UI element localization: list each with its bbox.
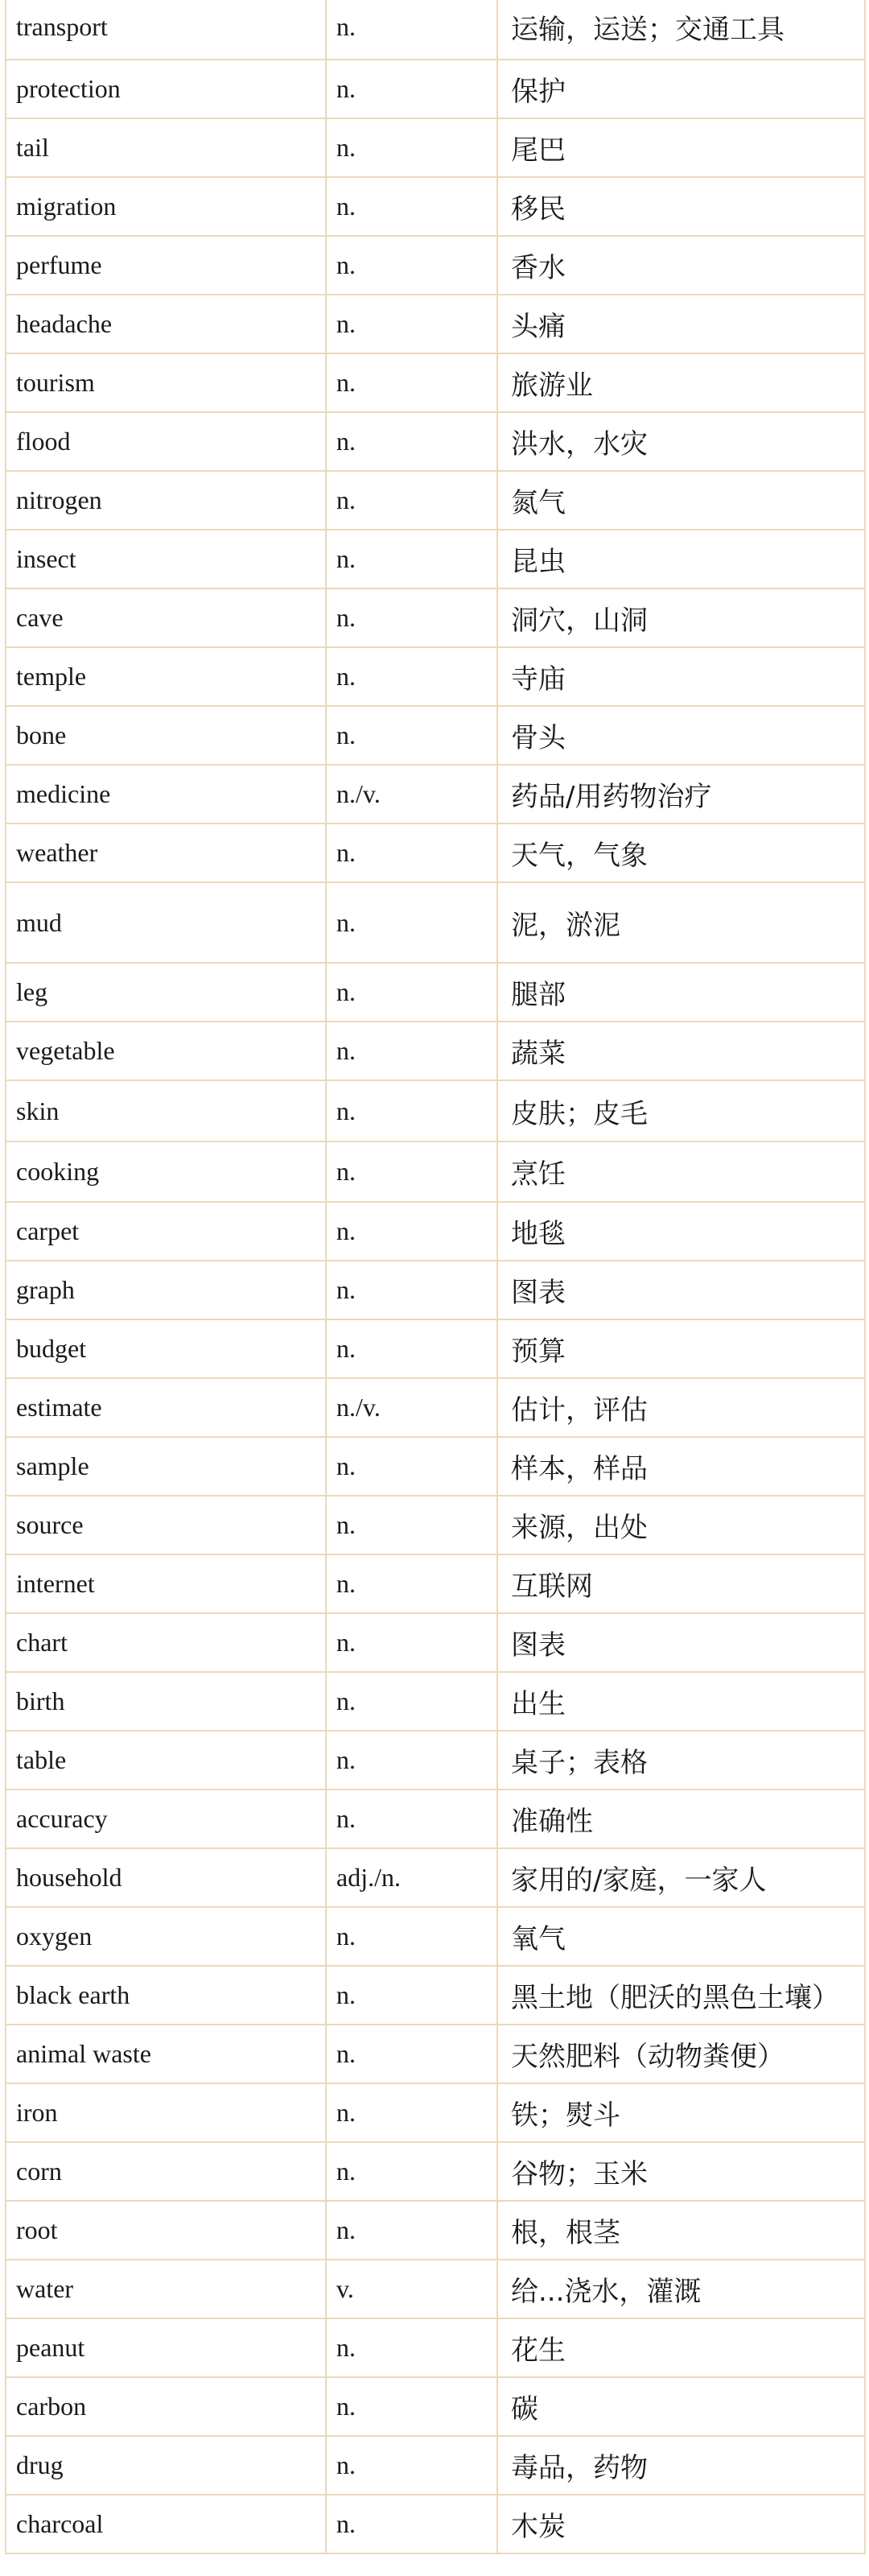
word-cell: budget bbox=[6, 1319, 326, 1378]
part-of-speech-cell: n. bbox=[326, 2142, 497, 2201]
meaning-cell: 腿部 bbox=[497, 963, 865, 1022]
meaning-cell: 保护 bbox=[497, 60, 865, 118]
meaning-cell: 铁；熨斗 bbox=[497, 2083, 865, 2142]
word-cell: source bbox=[6, 1496, 326, 1554]
word-cell: root bbox=[6, 2201, 326, 2260]
table-row bbox=[6, 2083, 865, 2142]
part-of-speech-cell: n. bbox=[326, 882, 497, 963]
table-row bbox=[6, 1848, 865, 1907]
word-cell: estimate bbox=[6, 1378, 326, 1437]
word-cell: black earth bbox=[6, 1966, 326, 2025]
table-row bbox=[6, 1437, 865, 1496]
table-row bbox=[6, 1496, 865, 1554]
meaning-cell: 氮气 bbox=[497, 471, 865, 530]
table-row bbox=[6, 295, 865, 353]
part-of-speech-cell: n. bbox=[326, 588, 497, 647]
word-cell: birth bbox=[6, 1672, 326, 1731]
meaning-cell: 天气，气象 bbox=[497, 824, 865, 882]
word-cell: migration bbox=[6, 177, 326, 236]
meaning-cell: 移民 bbox=[497, 177, 865, 236]
part-of-speech-cell: n. bbox=[326, 0, 497, 60]
table-row bbox=[6, 2142, 865, 2201]
part-of-speech-cell: n. bbox=[326, 1731, 497, 1790]
table-row bbox=[6, 647, 865, 706]
part-of-speech-cell: v. bbox=[326, 2260, 497, 2318]
part-of-speech-cell: n. bbox=[326, 2025, 497, 2083]
table-row bbox=[6, 765, 865, 824]
word-cell: internet bbox=[6, 1554, 326, 1613]
table-row bbox=[6, 1261, 865, 1319]
word-cell: chart bbox=[6, 1613, 326, 1672]
part-of-speech-cell: n. bbox=[326, 1202, 497, 1261]
meaning-cell: 氧气 bbox=[497, 1907, 865, 1966]
meaning-cell: 洪水，水灾 bbox=[497, 412, 865, 471]
part-of-speech-cell: n. bbox=[326, 963, 497, 1022]
meaning-cell: 黑土地（肥沃的黑色土壤） bbox=[497, 1966, 865, 2025]
word-cell: nitrogen bbox=[6, 471, 326, 530]
table-row bbox=[6, 353, 865, 412]
part-of-speech-cell: n. bbox=[326, 1966, 497, 2025]
word-cell: table bbox=[6, 1731, 326, 1790]
table-row bbox=[6, 1731, 865, 1790]
table-row bbox=[6, 1141, 865, 1202]
table-row bbox=[6, 1554, 865, 1613]
word-cell: drug bbox=[6, 2436, 326, 2495]
meaning-cell: 洞穴，山洞 bbox=[497, 588, 865, 647]
meaning-cell: 估计，评估 bbox=[497, 1378, 865, 1437]
part-of-speech-cell: n./v. bbox=[326, 1378, 497, 1437]
table-row bbox=[6, 118, 865, 177]
part-of-speech-cell: adj./n. bbox=[326, 1848, 497, 1907]
meaning-cell: 木炭 bbox=[497, 2495, 865, 2553]
part-of-speech-cell: n. bbox=[326, 2201, 497, 2260]
meaning-cell: 寺庙 bbox=[497, 647, 865, 706]
vocabulary-table bbox=[5, 0, 866, 2554]
word-cell: perfume bbox=[6, 236, 326, 295]
meaning-cell: 桌子；表格 bbox=[497, 1731, 865, 1790]
word-cell: graph bbox=[6, 1261, 326, 1319]
part-of-speech-cell: n. bbox=[326, 1261, 497, 1319]
table-row bbox=[6, 2201, 865, 2260]
word-cell: carbon bbox=[6, 2377, 326, 2436]
meaning-cell: 家用的/家庭，一家人 bbox=[497, 1848, 865, 1907]
meaning-cell: 谷物；玉米 bbox=[497, 2142, 865, 2201]
word-cell: skin bbox=[6, 1080, 326, 1141]
part-of-speech-cell: n. bbox=[326, 236, 497, 295]
word-cell: corn bbox=[6, 2142, 326, 2201]
table-row bbox=[6, 588, 865, 647]
meaning-cell: 香水 bbox=[497, 236, 865, 295]
table-row bbox=[6, 60, 865, 118]
word-cell: headache bbox=[6, 295, 326, 353]
part-of-speech-cell: n. bbox=[326, 2318, 497, 2377]
part-of-speech-cell: n. bbox=[326, 177, 497, 236]
part-of-speech-cell: n. bbox=[326, 1613, 497, 1672]
table-row bbox=[6, 882, 865, 963]
word-cell: charcoal bbox=[6, 2495, 326, 2553]
part-of-speech-cell: n. bbox=[326, 1141, 497, 1202]
part-of-speech-cell: n. bbox=[326, 2436, 497, 2495]
word-cell: medicine bbox=[6, 765, 326, 824]
meaning-cell: 碳 bbox=[497, 2377, 865, 2436]
part-of-speech-cell: n. bbox=[326, 1437, 497, 1496]
part-of-speech-cell: n. bbox=[326, 471, 497, 530]
part-of-speech-cell: n. bbox=[326, 2083, 497, 2142]
table-row bbox=[6, 1319, 865, 1378]
word-cell: water bbox=[6, 2260, 326, 2318]
word-cell: temple bbox=[6, 647, 326, 706]
meaning-cell: 头痛 bbox=[497, 295, 865, 353]
word-cell: transport bbox=[6, 0, 326, 60]
table-row bbox=[6, 2377, 865, 2436]
meaning-cell: 样本，样品 bbox=[497, 1437, 865, 1496]
word-cell: cave bbox=[6, 588, 326, 647]
word-cell: protection bbox=[6, 60, 326, 118]
table-row bbox=[6, 2318, 865, 2377]
table-row bbox=[6, 0, 865, 60]
table-row bbox=[6, 824, 865, 882]
table-row bbox=[6, 1022, 865, 1080]
part-of-speech-cell: n./v. bbox=[326, 765, 497, 824]
part-of-speech-cell: n. bbox=[326, 1496, 497, 1554]
word-cell: peanut bbox=[6, 2318, 326, 2377]
table-row bbox=[6, 1080, 865, 1141]
part-of-speech-cell: n. bbox=[326, 118, 497, 177]
table-row bbox=[6, 1790, 865, 1848]
word-cell: carpet bbox=[6, 1202, 326, 1261]
meaning-cell: 图表 bbox=[497, 1261, 865, 1319]
meaning-cell: 地毯 bbox=[497, 1202, 865, 1261]
table-row bbox=[6, 1202, 865, 1261]
part-of-speech-cell: n. bbox=[326, 824, 497, 882]
part-of-speech-cell: n. bbox=[326, 1672, 497, 1731]
table-row bbox=[6, 177, 865, 236]
vocabulary-table-body bbox=[6, 0, 865, 2553]
part-of-speech-cell: n. bbox=[326, 412, 497, 471]
word-cell: tail bbox=[6, 118, 326, 177]
table-row bbox=[6, 236, 865, 295]
word-cell: cooking bbox=[6, 1141, 326, 1202]
part-of-speech-cell: n. bbox=[326, 1554, 497, 1613]
word-cell: accuracy bbox=[6, 1790, 326, 1848]
meaning-cell: 骨头 bbox=[497, 706, 865, 765]
table-row bbox=[6, 530, 865, 588]
table-row bbox=[6, 1966, 865, 2025]
word-cell: animal waste bbox=[6, 2025, 326, 2083]
table-row bbox=[6, 412, 865, 471]
part-of-speech-cell: n. bbox=[326, 1080, 497, 1141]
table-row bbox=[6, 963, 865, 1022]
table-row bbox=[6, 1378, 865, 1437]
part-of-speech-cell: n. bbox=[326, 1790, 497, 1848]
part-of-speech-cell: n. bbox=[326, 295, 497, 353]
meaning-cell: 互联网 bbox=[497, 1554, 865, 1613]
part-of-speech-cell: n. bbox=[326, 1907, 497, 1966]
table-row bbox=[6, 1613, 865, 1672]
part-of-speech-cell: n. bbox=[326, 1319, 497, 1378]
meaning-cell: 旅游业 bbox=[497, 353, 865, 412]
meaning-cell: 尾巴 bbox=[497, 118, 865, 177]
word-cell: flood bbox=[6, 412, 326, 471]
meaning-cell: 天然肥料（动物粪便） bbox=[497, 2025, 865, 2083]
table-row bbox=[6, 2495, 865, 2553]
word-cell: bone bbox=[6, 706, 326, 765]
meaning-cell: 根，根茎 bbox=[497, 2201, 865, 2260]
table-row bbox=[6, 706, 865, 765]
word-cell: mud bbox=[6, 882, 326, 963]
meaning-cell: 皮肤；皮毛 bbox=[497, 1080, 865, 1141]
word-cell: tourism bbox=[6, 353, 326, 412]
meaning-cell: 给...浇水，灌溉 bbox=[497, 2260, 865, 2318]
meaning-cell: 出生 bbox=[497, 1672, 865, 1731]
meaning-cell: 药品/用药物治疗 bbox=[497, 765, 865, 824]
part-of-speech-cell: n. bbox=[326, 60, 497, 118]
part-of-speech-cell: n. bbox=[326, 1022, 497, 1080]
meaning-cell: 泥，淤泥 bbox=[497, 882, 865, 963]
table-row bbox=[6, 471, 865, 530]
word-cell: leg bbox=[6, 963, 326, 1022]
part-of-speech-cell: n. bbox=[326, 706, 497, 765]
word-cell: vegetable bbox=[6, 1022, 326, 1080]
part-of-speech-cell: n. bbox=[326, 647, 497, 706]
meaning-cell: 昆虫 bbox=[497, 530, 865, 588]
meaning-cell: 预算 bbox=[497, 1319, 865, 1378]
meaning-cell: 图表 bbox=[497, 1613, 865, 1672]
word-cell: oxygen bbox=[6, 1907, 326, 1966]
word-cell: iron bbox=[6, 2083, 326, 2142]
part-of-speech-cell: n. bbox=[326, 353, 497, 412]
table-row bbox=[6, 1672, 865, 1731]
meaning-cell: 花生 bbox=[497, 2318, 865, 2377]
table-row bbox=[6, 2025, 865, 2083]
table-row bbox=[6, 2436, 865, 2495]
table-row bbox=[6, 2260, 865, 2318]
part-of-speech-cell: n. bbox=[326, 2377, 497, 2436]
table-row bbox=[6, 1907, 865, 1966]
part-of-speech-cell: n. bbox=[326, 2495, 497, 2553]
word-cell: household bbox=[6, 1848, 326, 1907]
meaning-cell: 毒品，药物 bbox=[497, 2436, 865, 2495]
meaning-cell: 运输，运送；交通工具 bbox=[497, 0, 865, 60]
meaning-cell: 蔬菜 bbox=[497, 1022, 865, 1080]
part-of-speech-cell: n. bbox=[326, 530, 497, 588]
word-cell: weather bbox=[6, 824, 326, 882]
meaning-cell: 来源，出处 bbox=[497, 1496, 865, 1554]
word-cell: insect bbox=[6, 530, 326, 588]
meaning-cell: 烹饪 bbox=[497, 1141, 865, 1202]
word-cell: sample bbox=[6, 1437, 326, 1496]
meaning-cell: 准确性 bbox=[497, 1790, 865, 1848]
